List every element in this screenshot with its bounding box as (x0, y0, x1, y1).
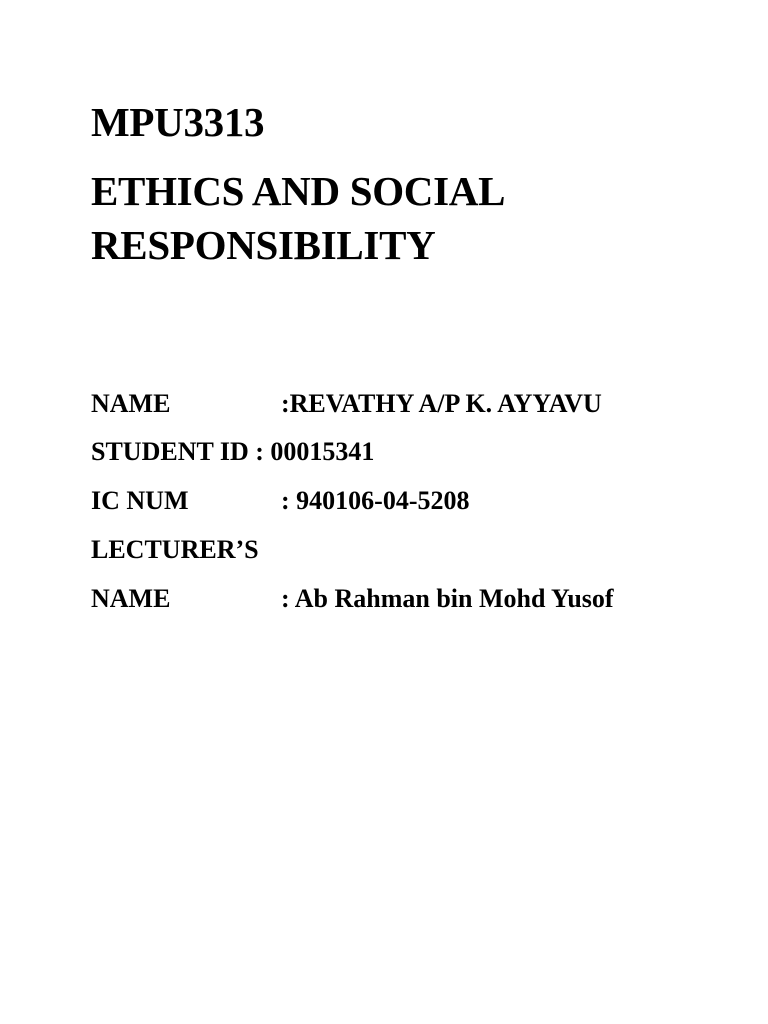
lecturer-label-line-2: NAME (91, 584, 171, 613)
student-id-label: STUDENT ID (91, 437, 249, 466)
ic-number-row (91, 485, 469, 517)
ic-number-value: : 940106-04-5208 (281, 486, 470, 515)
lecturer-label-line-1: LECTURER’S (91, 535, 259, 564)
course-title (91, 164, 711, 272)
ic-number-label: IC NUM (91, 486, 189, 515)
student-name-label: NAME (91, 389, 171, 418)
student-id-row (91, 436, 374, 468)
lecturer-name-value: : Ab Rahman bin Mohd Yusof (281, 584, 614, 613)
course-code: MPU3313 (91, 99, 265, 145)
student-name-value: :REVATHY A/P K. AYYAVU (281, 389, 602, 418)
lecturer-name-row (91, 583, 614, 615)
student-id-value: : 00015341 (255, 437, 375, 466)
lecturer-label-row (91, 534, 259, 566)
course-title-line-1: ETHICS AND SOCIAL (91, 168, 506, 214)
course-title-line-2: RESPONSIBILITY (91, 222, 436, 268)
student-name-row (91, 388, 602, 420)
